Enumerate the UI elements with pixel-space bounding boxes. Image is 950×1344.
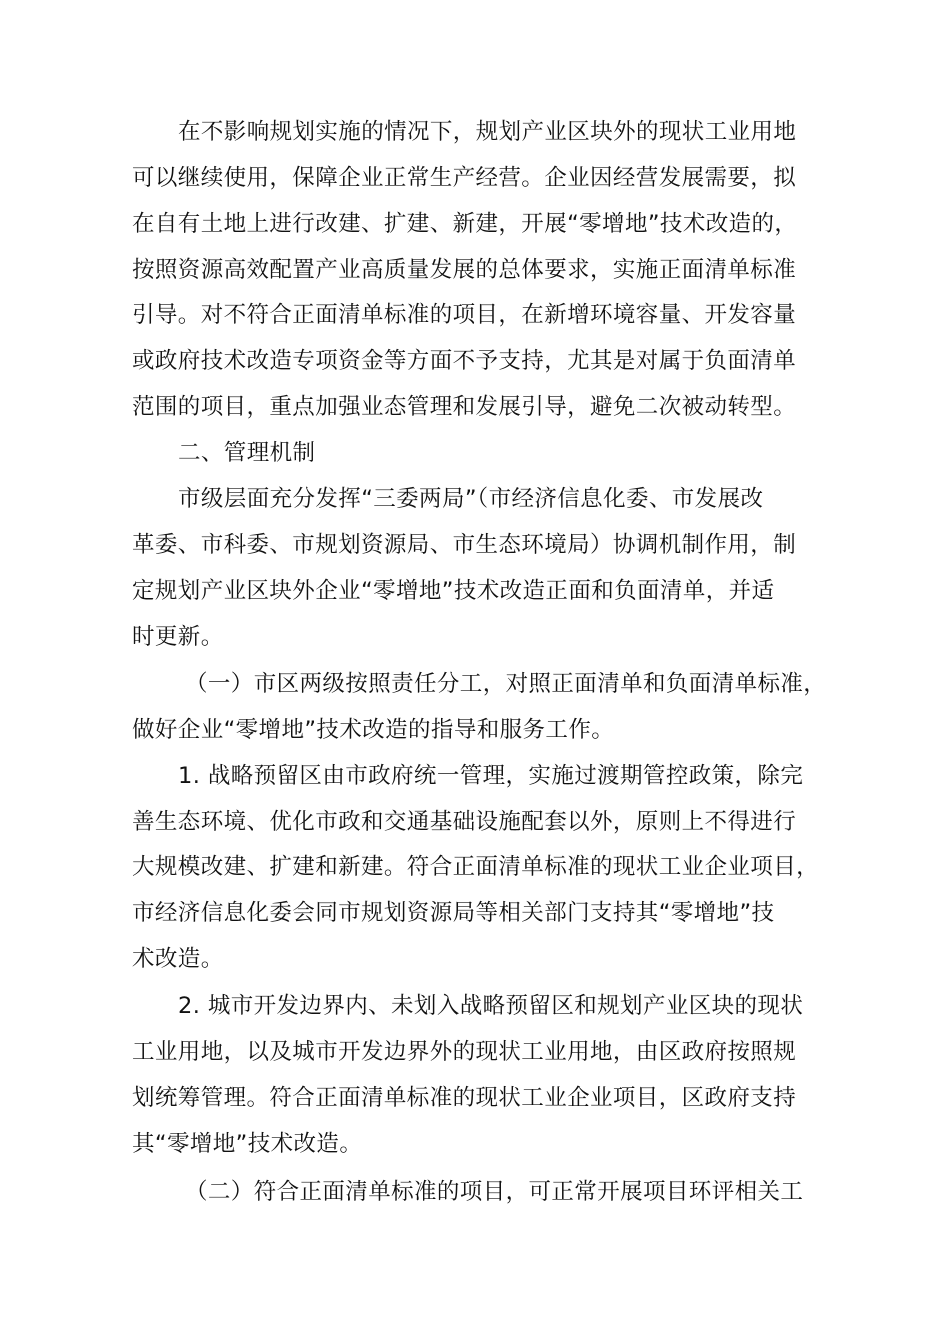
- paragraph-line: 2. 城市开发边界内、未划入战略预留区和规划产业区块的现状: [178, 993, 804, 1019]
- paragraph-line: （二）符合正面清单标准的项目，可正常开展项目环评相关工: [185, 1179, 804, 1205]
- paragraph-line: 1. 战略预留区由市政府统一管理，实施过渡期管控政策，除完: [178, 763, 804, 789]
- paragraph-line: 工业用地，以及城市开发边界外的现状工业用地，由区政府按照规: [132, 1039, 797, 1065]
- paragraph-line: 在不影响规划实施的情况下，规划产业区块外的现状工业用地: [178, 119, 797, 145]
- paragraph-line: 时更新。: [132, 624, 224, 650]
- paragraph-line: 可以继续使用，保障企业正常生产经营。企业因经营发展需要，拟: [132, 165, 797, 191]
- paragraph-line: 或政府技术改造专项资金等方面不予支持，尤其是对属于负面清单: [132, 348, 797, 374]
- paragraph-line: 在自有土地上进行改建、扩建、新建，开展“零增地”技术改造的，: [132, 211, 798, 237]
- paragraph-line: 按照资源高效配置产业高质量发展的总体要求，实施正面清单标准: [132, 257, 797, 283]
- paragraph-line: 市经济信息化委会同市规划资源局等相关部门支持其“零增地”技: [132, 900, 775, 926]
- paragraph-line: （一）市区两级按照责任分工，对照正面清单和负面清单标准，: [185, 671, 827, 697]
- paragraph-line: 定规划产业区块外企业“零增地”技术改造正面和负面清单，并适: [132, 578, 775, 604]
- paragraph-line: 术改造。: [132, 946, 224, 972]
- paragraph-line: 市级层面充分发挥“三委两局”（市经济信息化委、市发展改: [178, 486, 764, 512]
- section-heading: 二、管理机制: [178, 440, 316, 466]
- paragraph-line: 善生态环境、优化市政和交通基础设施配套以外，原则上不得进行: [132, 809, 797, 835]
- paragraph-line: 革委、市科委、市规划资源局、市生态环境局）协调机制作用，制: [132, 532, 797, 558]
- paragraph-line: 引导。对不符合正面清单标准的项目，在新增环境容量、开发容量: [132, 302, 797, 328]
- paragraph-line: 做好企业“零增地”技术改造的指导和服务工作。: [132, 717, 615, 743]
- paragraph-line: 范围的项目，重点加强业态管理和发展引导，避免二次被动转型。: [132, 394, 797, 420]
- paragraph-line: 大规模改建、扩建和新建。符合正面清单标准的现状工业企业项目，: [132, 854, 820, 880]
- paragraph-line: 其“零增地”技术改造。: [132, 1131, 363, 1157]
- paragraph-line: 划统筹管理。符合正面清单标准的现状工业企业项目，区政府支持: [132, 1085, 797, 1111]
